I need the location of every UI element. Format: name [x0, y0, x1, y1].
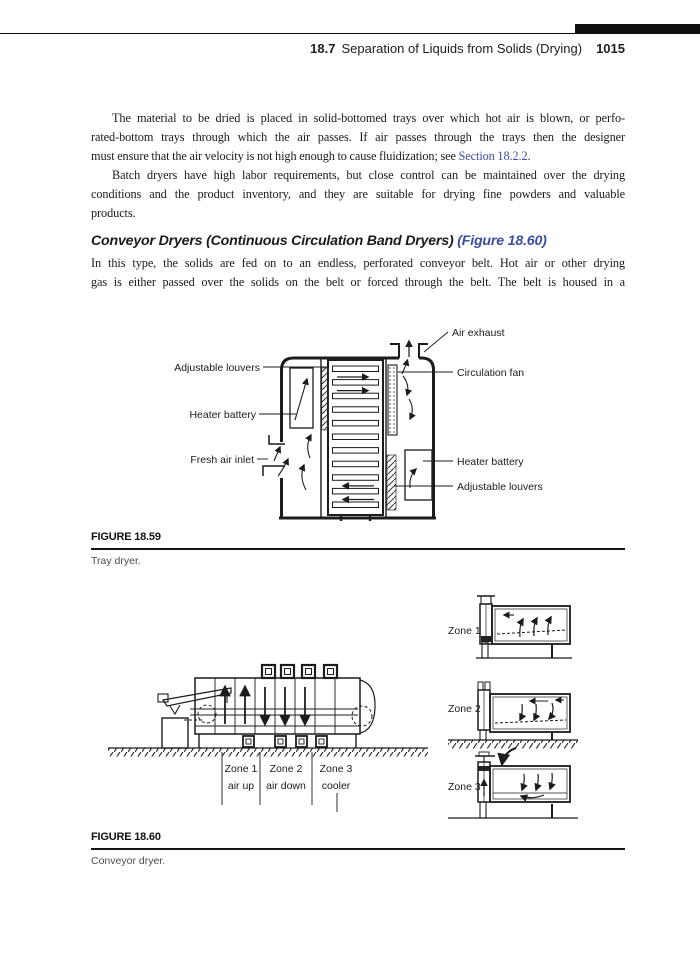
zone1-bottom-label-line1: Zone 1 — [224, 763, 258, 775]
figure-59-rule — [91, 548, 625, 550]
paragraph-3 — [91, 254, 625, 292]
zone-flow-arrows — [225, 687, 305, 724]
paragraph-2 — [91, 166, 625, 223]
figure-60-rule — [91, 848, 625, 850]
label-adjustable-louvers-right: Adjustable louvers — [457, 481, 543, 493]
label-circulation-fan: Circulation fan — [457, 367, 525, 379]
zone2-bottom-label-line2: air down — [266, 780, 306, 792]
figure-crossref-link[interactable]: (Figure 18.60) — [457, 233, 547, 249]
zone3-mini-diagram — [448, 748, 578, 818]
label-heater-battery-right: Heater battery — [457, 456, 524, 468]
zone3-side-label: Zone 3 — [448, 781, 481, 793]
section-number: 18.7 — [310, 41, 336, 56]
leader-line — [424, 332, 448, 352]
section-title: Separation of Liquids from Solids (Drying) — [341, 41, 583, 56]
text-line: The material to be dried is placed in solid-bottomed trays over which hot air is blown, or perfo- — [112, 111, 625, 125]
subsection-heading — [91, 232, 625, 251]
zone2-bottom-label-line1: Zone 2 — [269, 763, 303, 775]
discharge-roller — [352, 706, 372, 726]
figure-60-label: FIGURE 18.60 — [91, 831, 161, 843]
subsection-heading-text: Conveyor Dryers (Continuous Circulation Band Dryers) — [91, 233, 458, 249]
main-conveyor-machine — [108, 665, 428, 812]
zone-bottom-labels — [225, 763, 353, 792]
zone1-bottom-label-line2: air up — [227, 780, 255, 792]
underfloor-fans — [199, 734, 356, 748]
fresh-air-inlet-duct — [263, 435, 288, 478]
figure-59-label: FIGURE 18.59 — [91, 531, 161, 543]
page-number: 1015 — [596, 41, 625, 56]
zone3-bottom-label-line2: cooler — [321, 780, 351, 792]
zone3-bottom-label-line1: Zone 3 — [319, 763, 353, 775]
roof-vents — [262, 665, 337, 678]
zone2-mini-diagram — [448, 682, 578, 749]
figure-60-caption: Conveyor dryer. — [91, 855, 166, 867]
heater-battery-right-box — [405, 450, 432, 500]
text-line: In this type, the solids are fed on to an endless, perforated conveyor belt. Hot air or other drying — [91, 256, 625, 270]
text-run: must ensure that the air velocity is not high enough to cause fluidization; see — [91, 149, 459, 163]
conveyor-dryer-diagram — [100, 590, 580, 828]
zone1-mini-diagram — [448, 596, 572, 658]
text-line: rated-bottom trays through which the air passes. If air passes through the trays then the designer — [91, 130, 625, 144]
corner-tab-bar — [575, 24, 700, 34]
zone1-side-label: Zone 1 — [448, 625, 481, 637]
tray-dryer-diagram — [160, 318, 556, 530]
left-channel-air-arrows — [302, 435, 311, 490]
running-head — [91, 41, 625, 56]
cell-dividers — [195, 678, 360, 734]
text-line: gas is either passed over the solids on the belt or forced through the belt. The belt is housed in a — [91, 275, 625, 289]
heater-battery-left-box — [290, 368, 313, 428]
text-line: conditions and the product inventory, and they are suitable for drying fine powders and valuable — [91, 187, 625, 201]
louvers-right — [387, 455, 396, 510]
louvers-left — [322, 368, 329, 430]
zone2-side-label: Zone 2 — [448, 703, 481, 715]
text-run: . — [527, 149, 531, 163]
label-heater-battery-left: Heater battery — [189, 409, 256, 421]
circulation-fan-strip — [388, 365, 412, 435]
label-adjustable-louvers-left: Adjustable louvers — [174, 362, 260, 374]
section-crossref-link[interactable]: Section 18.2.2 — [458, 149, 528, 163]
label-fresh-air-inlet: Fresh air inlet — [190, 454, 254, 466]
text-line: Batch dryers have high labor requirements, but close control can be maintained over the drying — [112, 168, 625, 182]
paragraph-1 — [91, 109, 625, 166]
figure-59-caption: Tray dryer. — [91, 555, 141, 567]
label-air-exhaust: Air exhaust — [452, 327, 505, 339]
text-line — [91, 147, 625, 166]
text-line: products. — [91, 206, 136, 220]
tray-stack — [328, 360, 383, 521]
